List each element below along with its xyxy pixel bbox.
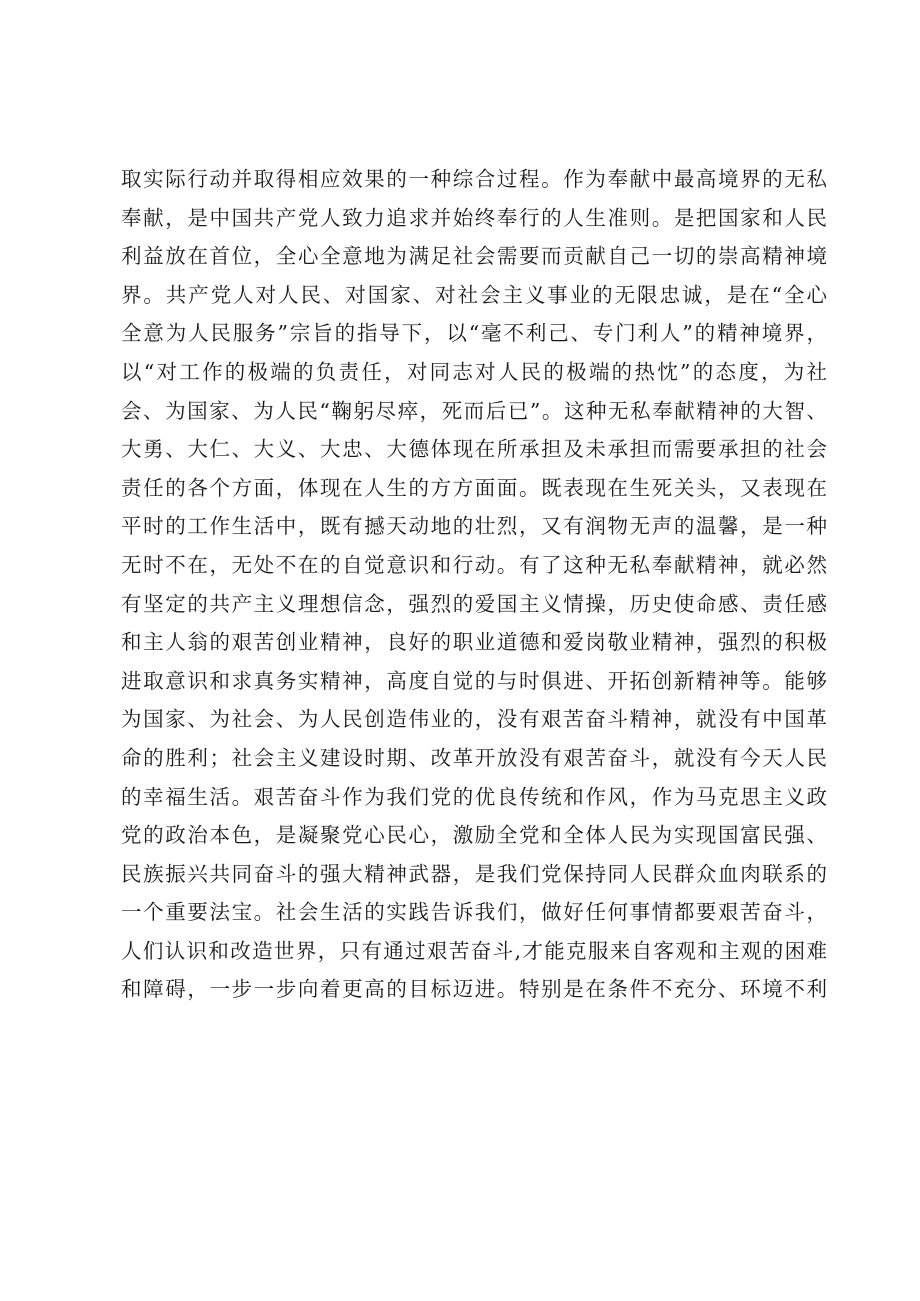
text-line: 进取意识和求真务实精神，高度自觉的与时俱进、开拓创新精神等。能够 [121, 668, 827, 693]
text-line: 的幸福生活。艰苦奋斗作为我们党的优良传统和作风，作为马克思主义政 [121, 784, 827, 809]
text-line: 命的胜利；社会主义建设时期、改革开放没有艰苦奋斗，就没有今天人民 [121, 745, 827, 770]
text-line: 无时不在，无处不在的自觉意识和行动。有了这种无私奉献精神，就必然 [121, 552, 827, 577]
text-line: 为国家、为社会、为人民创造伟业的，没有艰苦奋斗精神，就没有中国革 [121, 707, 827, 732]
text-line: 责任的各个方面，体现在人生的方方面面。既表现在生死关头，又表现在 [121, 475, 827, 500]
text-line: 民族振兴共同奋斗的强大精神武器，是我们党保持同人民群众血肉联系的 [121, 861, 827, 886]
text-line: 全意为人民服务”宗旨的指导下，以“毫不利己、专门利人”的精神境界， [121, 321, 827, 346]
text-line: 有坚定的共产主义理想信念，强烈的爱国主义情操，历史使命感、责任感 [121, 591, 827, 616]
text-line: 取实际行动并取得相应效果的一种综合过程。作为奉献中最高境界的无私 [121, 167, 827, 191]
text-line: 一个重要法宝。社会生活的实践告诉我们，做好任何事情都要艰苦奋斗， [121, 900, 827, 925]
text-line: 界。共产党人对人民、对国家、对社会主义事业的无限忠诚，是在“全心 [121, 282, 827, 307]
text-line: 奉献，是中国共产党人致力追求并始终奉行的人生准则。是把国家和人民 [121, 205, 827, 230]
text-line: 平时的工作生活中，既有撼天动地的壮烈，又有润物无声的温馨，是一种 [121, 514, 827, 539]
body-text [121, 160, 827, 1009]
text-line: 人们认识和改造世界，只有通过艰苦奋斗,才能克服来自客观和主观的困难 [121, 938, 827, 963]
text-line: 大勇、大仁、大义、大忠、大德体现在所承担及未承担而需要承担的社会 [121, 437, 827, 462]
text-line: 和主人翁的艰苦创业精神，良好的职业道德和爱岗敬业精神，强烈的积极 [121, 630, 827, 655]
text-line: 以“对工作的极端的负责任，对同志对人民的极端的热忱”的态度，为社 [121, 359, 827, 384]
text-line: 党的政治本色，是凝聚党心民心，激励全党和全体人民为实现国富民强、 [121, 823, 827, 848]
text-line: 和障碍，一步一步向着更高的目标迈进。特别是在条件不充分、环境不利 [121, 977, 827, 1002]
text-line: 会、为国家、为人民“鞠躬尽瘁，死而后已”。这种无私奉献精神的大智、 [121, 398, 827, 423]
text-line: 利益放在首位，全心全意地为满足社会需要而贡献自己一切的崇高精神境 [121, 244, 827, 269]
